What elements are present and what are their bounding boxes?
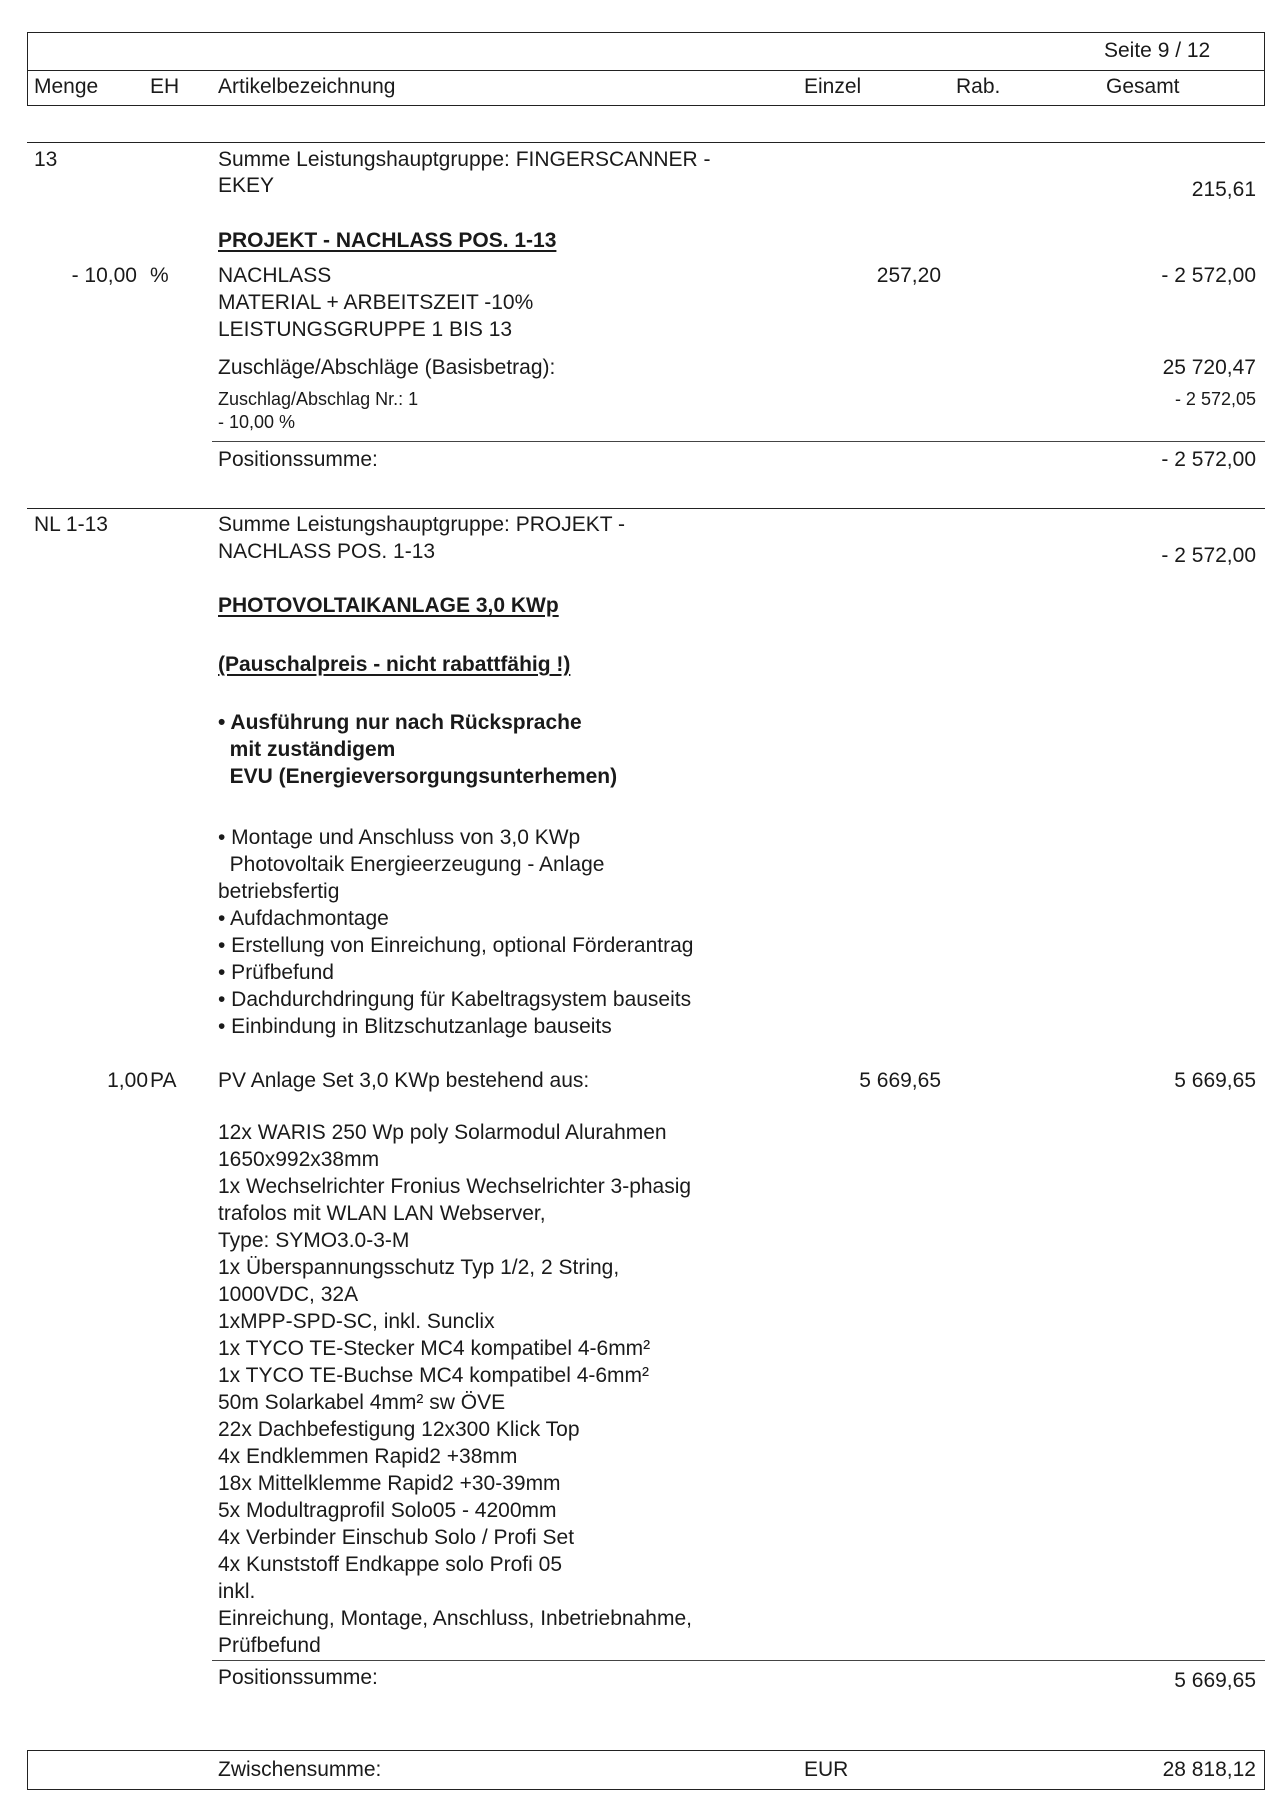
nachlass-positionssumme-label: Positionssumme: [218, 448, 378, 471]
zuschlaege-value: 25 720,47 [1162, 356, 1256, 379]
group-13-label-line2: EKEY [218, 174, 275, 197]
pv-positionssumme-value: 5 669,65 [1174, 1669, 1256, 1692]
group-13-total: 215,61 [1191, 178, 1256, 201]
pv-component-line: 18x Mittelklemme Rapid2 +30-39mm [218, 1472, 561, 1495]
group-nl-number: NL 1-13 [34, 513, 108, 536]
col-header-menge: Menge [34, 75, 99, 98]
nachlass-line3: LEISTUNGSGRUPPE 1 BIS 13 [218, 318, 513, 341]
pv-sum-rule [212, 1660, 1265, 1661]
pv-subheading: (Pauschalpreis - nicht rabattfähig !) [218, 653, 571, 676]
pv-gesamt: 5 669,65 [1174, 1069, 1256, 1092]
pv-component-line: 1x TYCO TE-Buchse MC4 kompatibel 4-6mm² [218, 1364, 650, 1387]
nachlass-gesamt: - 2 572,00 [1161, 264, 1256, 287]
pv-menge: 1,00 [107, 1069, 148, 1092]
pv-component-line: 4x Kunststoff Endkappe solo Profi 05 [218, 1553, 562, 1576]
table-header-box [27, 32, 1265, 106]
col-header-gesamt: Gesamt [1106, 75, 1180, 98]
pv-component-line: Einreichung, Montage, Anschluss, Inbetriebnahme, [218, 1607, 692, 1630]
pv-note [218, 709, 617, 790]
subtotal-label: Zwischensumme: [218, 1758, 382, 1781]
pv-eh: PA [150, 1069, 177, 1092]
pv-bullet-line: • Aufdachmontage [218, 907, 389, 930]
pv-component-line: 5x Modultragprofil Solo05 - 4200mm [218, 1499, 557, 1522]
page-number: Seite 9 / 12 [1104, 39, 1211, 62]
pv-component-line: 1x TYCO TE-Stecker MC4 kompatibel 4-6mm² [218, 1337, 651, 1360]
pv-component-line: 1x Wechselrichter Fronius Wechselrichter 3-phasig [218, 1175, 692, 1198]
group-13-number: 13 [34, 148, 58, 171]
pv-component-line: 22x Dachbefestigung 12x300 Klick Top [218, 1418, 580, 1441]
subtotal-value: 28 818,12 [1162, 1758, 1256, 1781]
col-header-artikel: Artikelbezeichnung [218, 75, 396, 98]
pv-component-line: 4x Endklemmen Rapid2 +38mm [218, 1445, 518, 1468]
pv-bullet-line: • Montage und Anschluss von 3,0 KWp [218, 826, 581, 849]
pv-bullet-line: betriebsfertig [218, 880, 340, 903]
pv-component-line: 1xMPP-SPD-SC, inkl. Sunclix [218, 1310, 495, 1333]
col-header-eh: EH [150, 75, 180, 98]
pv-bullet-list [218, 824, 693, 1040]
pv-component-line: inkl. [218, 1580, 256, 1603]
nachlass-heading: PROJEKT - NACHLASS POS. 1-13 [218, 229, 557, 252]
group-nl-label-line2: NACHLASS POS. 1-13 [218, 540, 436, 563]
pv-bullet-line: • Prüfbefund [218, 961, 334, 984]
pv-positionssumme-label: Positionssumme: [218, 1666, 378, 1689]
pv-component-line: trafolos mit WLAN LAN Webserver, [218, 1202, 546, 1225]
pv-bullet-line: • Erstellung von Einreichung, optional Förderantrag [218, 934, 694, 957]
pv-bullet-line: • Dachdurchdringung für Kabeltragsystem bauseits [218, 988, 692, 1011]
pv-note-line: • Ausführung nur nach Rücksprache [218, 711, 582, 734]
group-nl-label-line1: Summe Leistungshauptgruppe: PROJEKT - [218, 513, 625, 536]
pv-bullet-line: • Einbindung in Blitzschutzanlage bauseits [218, 1015, 612, 1038]
nachlass-positionssumme-value: - 2 572,00 [1161, 448, 1256, 471]
zuschlag-nr-value: - 2 572,05 [1174, 389, 1256, 409]
zuschlag-nr-pct: - 10,00 % [218, 412, 296, 432]
header-divider [27, 70, 1265, 71]
group-13-separator [27, 142, 1265, 143]
zuschlaege-label: Zuschläge/Abschläge (Basisbetrag): [218, 356, 556, 379]
zuschlag-nr-label: Zuschlag/Abschlag Nr.: 1 [218, 389, 419, 409]
col-header-einzel: Einzel [804, 75, 862, 98]
pv-component-list [218, 1119, 692, 1659]
pv-component-line: 1x Überspannungsschutz Typ 1/2, 2 String, [218, 1256, 620, 1279]
pv-component-line: 50m Solarkabel 4mm² sw ÖVE [218, 1391, 506, 1414]
pv-component-line: 12x WARIS 250 Wp poly Solarmodul Alurahmen [218, 1121, 667, 1144]
nachlass-line1: NACHLASS [218, 264, 332, 287]
col-header-rab: Rab. [956, 75, 1001, 98]
pv-component-line: Type: SYMO3.0-3-M [218, 1229, 410, 1252]
pv-einzel: 5 669,65 [859, 1069, 941, 1092]
group-nl-separator [27, 508, 1265, 509]
pv-note-line: mit zuständigem [218, 738, 396, 761]
pv-bullet-line: Photovoltaik Energieerzeugung - Anlage [218, 853, 605, 876]
subtotal-currency: EUR [804, 1758, 849, 1781]
pv-component-line: Prüfbefund [218, 1634, 321, 1657]
pv-component-line: 1000VDC, 32A [218, 1283, 359, 1306]
pv-heading: PHOTOVOLTAIKANLAGE 3,0 KWp [218, 594, 559, 617]
subtotal-box [27, 1750, 1265, 1790]
pv-note-line: EVU (Energieversorgungsunterhemen) [218, 765, 618, 788]
pv-component-line: 1650x992x38mm [218, 1148, 380, 1171]
nachlass-einzel: 257,20 [876, 264, 941, 287]
pv-component-line: 4x Verbinder Einschub Solo / Profi Set [218, 1526, 575, 1549]
nachlass-menge: - 10,00 [71, 264, 137, 287]
pv-item-title: PV Anlage Set 3,0 KWp bestehend aus: [218, 1069, 590, 1092]
nachlass-sum-rule [212, 441, 1265, 442]
nachlass-line2: MATERIAL + ARBEITSZEIT -10% [218, 291, 534, 314]
group-13-label-line1: Summe Leistungshauptgruppe: FINGERSCANNER - [218, 148, 711, 171]
group-nl-total: - 2 572,00 [1161, 544, 1256, 567]
nachlass-eh: % [150, 264, 169, 287]
